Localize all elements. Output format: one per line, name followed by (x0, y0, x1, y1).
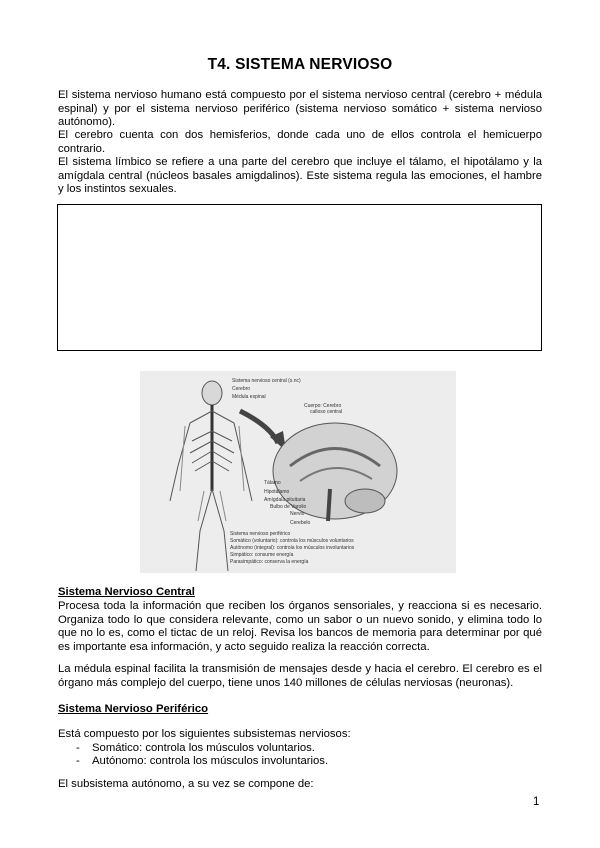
label-cuerpo: Cuerpo: Cerebro (304, 403, 342, 409)
list-item: - Autónomo: controla los músculos involuntarios. (58, 755, 542, 769)
label-simpatico: Simpático: consume energía (230, 552, 294, 558)
nervous-system-illustration (140, 371, 456, 573)
label-hipot: Hipotálamo (264, 489, 290, 495)
central-heading: Sistema Nervioso Central (58, 586, 195, 598)
peripheral-intro (58, 728, 542, 769)
label-cerebro: Cerebro (232, 386, 251, 392)
intro-paragraph-2: El cerebro cuenta con dos hemisferios, donde cada uno de ellos controla el hemicuerpo contrario. (58, 129, 542, 155)
limbic-paragraph: El sistema límbico se refiere a una parte del cerebro que incluye el tálamo, el hipotálamo y la amígdala central (núcleos basales amigdalinos). Este sistema regula las emociones, el hambre y los instintos sexuales. (58, 156, 542, 196)
label-bulbo: Bulbo de Varolio (270, 504, 307, 510)
page-title: T4. SISTEMA NERVIOSO (207, 56, 393, 73)
label-medula: Médula espinal (232, 394, 266, 400)
label-central: Sistema nervioso central (s.nc) (232, 378, 301, 384)
label-amig: Amígdala pituitaria (264, 497, 306, 503)
peripheral-heading: Sistema Nervioso Periférico (58, 703, 209, 715)
peripheral-intro-text: Está compuesto por los siguientes subsistemas nerviosos: (58, 728, 351, 740)
nervous-system-figure (140, 371, 456, 573)
label-parasimpatico: Parasimpático: conserva la energía (230, 559, 309, 565)
label-periferico: Sistema nervioso periférico (230, 531, 291, 537)
label-cerebelo: Cerebelo (290, 520, 311, 526)
label-somatico: Somático (voluntario): controla los músculos voluntarios (230, 538, 354, 544)
label-nervio: Nervio (290, 511, 305, 517)
peripheral-outro: El subsistema autónomo, a su vez se compone de: (58, 778, 314, 790)
intro-paragraph-1: El sistema nervioso humano está compuesto por el sistema nervioso central (cerebro + médula espinal) y por el sistema nervioso periférico (sistema nervioso somático + sistema nervioso autónomo). (58, 89, 542, 129)
list-item: - Somático: controla los músculos voluntarios. (58, 742, 542, 756)
central-paragraph-1: Procesa toda la información que reciben los órganos sensoriales, y reacciona si es necesario. Organiza todo lo que considera relevante, como un sabor o un nuevo sonido, y elimina todo lo que no lo es, como el tictac de un reloj. Revisa los bancos de memoria para determinar por qué es importante esa información, y acto seguido realiza la reacción correcta. (58, 600, 542, 653)
subsystem-list (58, 742, 542, 769)
label-talamo: Tálamo (264, 480, 281, 486)
label-callo: calloso central (310, 409, 342, 415)
page-number: 1 (533, 796, 540, 808)
central-paragraph-2: La médula espinal facilita la transmisión de mensajes desde y hacia el cerebro. El cerebro es el órgano más complejo del cuerpo, tiene unos 140 millones de células nerviosas (neuronas). (58, 663, 542, 689)
label-autonomo: Autónomo (integral): controla los músculos involuntarios (230, 545, 355, 551)
empty-answer-box (57, 204, 542, 351)
